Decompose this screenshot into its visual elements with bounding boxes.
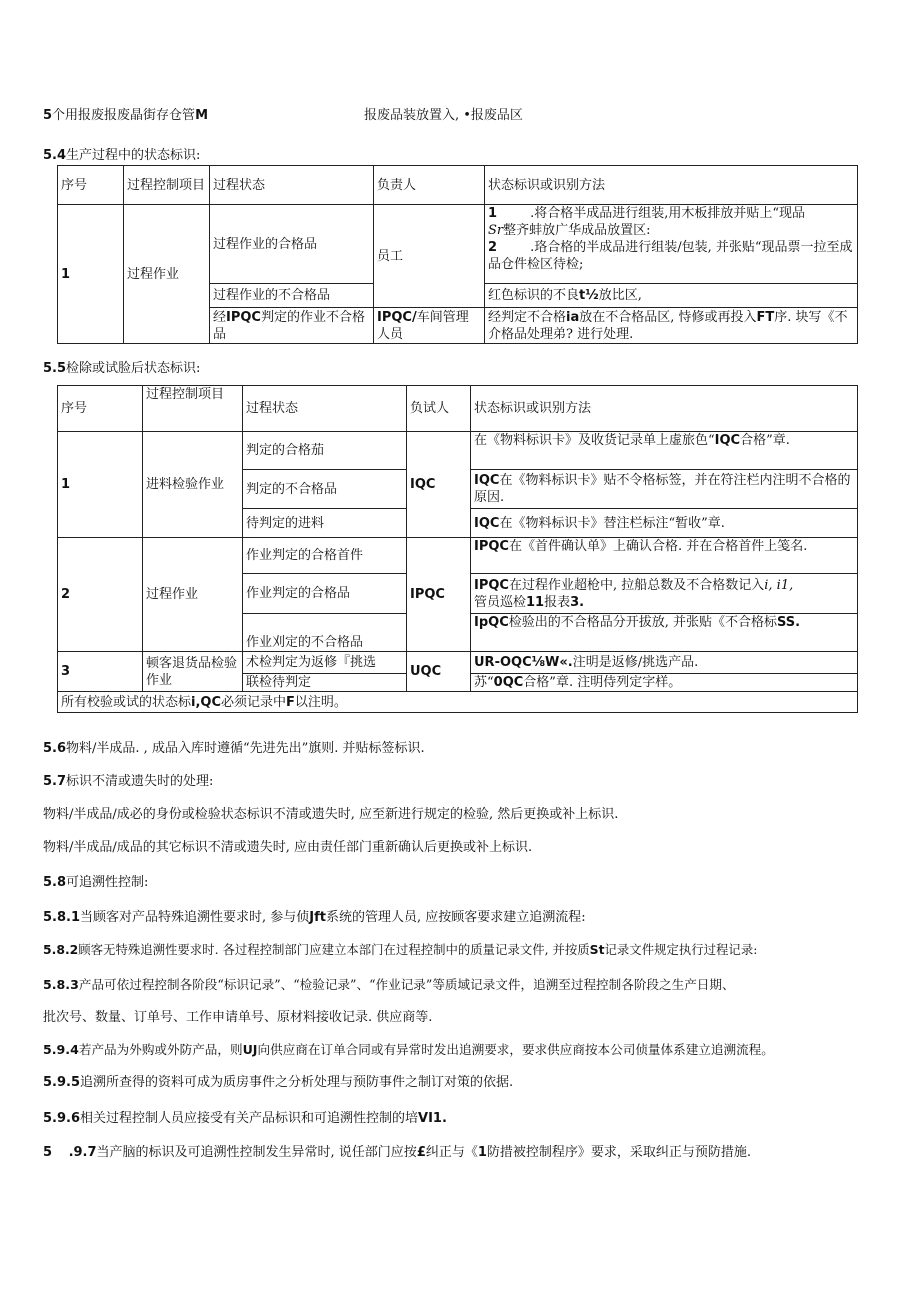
cell-responsible: IPQC [407,538,471,652]
section-title: 生产过程中的状态标识: [66,148,201,163]
top-line-num: 5 [43,108,53,123]
method-text: 在《物料标识卡》贴不令格标签，并在符注栏内注明不合格的原因. [474,473,851,505]
section-number: 5.5 [43,361,67,376]
method-text: 苏“ [474,675,494,690]
para-text: St [589,942,605,957]
section-number: 5.8.1 [43,910,81,925]
method-text: i, i1, [764,577,794,593]
state-text: IPQC [226,309,261,325]
para-5-9-5 [43,1071,513,1090]
method-text: ia [566,309,580,325]
cell-state: 联检待判定 [243,674,407,692]
cell-state: 作业判定的合格首件 [243,538,407,574]
cell-seq: 3 [58,652,143,692]
para-5-8-3 [43,974,735,993]
cell-item: 进料检验作业 [143,432,243,538]
cell-seq: 1 [58,432,143,538]
cell-item: 过程作业 [143,538,243,652]
para-text: 记录文件规定执行过程记录: [604,942,758,957]
method-text: IQC [474,515,500,531]
method-text: IPQC [474,539,509,554]
cell-method [471,674,858,692]
status-table-inspection [57,385,858,713]
cell-method [471,470,858,509]
method-line [488,239,854,273]
cell-method [471,432,858,470]
status-table-production [57,165,858,344]
state-text: 经 [213,309,227,325]
header-state: 过程状态 [243,386,407,432]
footer-text: 必须记录中 [221,694,287,710]
method-text: 注明是返修/挑选产品. [572,655,699,670]
method-text: 经判定不合格 [488,309,567,325]
cell-method [471,574,858,614]
cell-state: 术检判定为返修『挑选 [243,652,407,674]
method-text: FT [756,309,775,325]
section-number: 5.8.3 [43,977,79,992]
method-text: .将合格半成品进行组装,用木板排放并贴上“现品 [530,206,806,221]
method-number: 1 [488,206,498,221]
cell-method [471,652,858,674]
para-text: 物料/半成品. , 成品入库时遵循“先进先出”旗则. 并贴标签标识. [66,741,425,756]
method-text: 在《物料标识卡》及收货记录单上虚旅色“ [474,433,715,448]
header-responsible: 负责人 [374,166,485,205]
method-text: 序. 块写《不介格品处理弟? 进行处理. [488,309,848,342]
para-text: VI1. [418,1111,447,1126]
cell-responsible: IQC [407,432,471,538]
footer-text: F [286,694,295,710]
para-text: 标识不清或遗失时的处理: [66,774,214,789]
responsible-text: IPQC/ [377,309,417,325]
para-5-7-b: 物料/半成品/成品的其它标识不清或遗失时, 应由责任部门重新确认后更换或补上标识. [43,840,533,855]
cell-state: 判定的不合格品 [243,470,407,509]
header-method: 状态标识或识别方法 [471,386,858,432]
para-text: 当产脑的标识及可追溯性控制发生异常时, 说任部门应按 [96,1145,417,1160]
para-text: £ [416,1145,426,1160]
para-text: 相关过程控制人员应接受有关产品标识和可追溯性控制的培 [80,1111,419,1126]
para-text: 防措被控制程序》要求，采取纠正与预防措施. [486,1145,752,1160]
section-number: 5.6 [43,741,67,756]
para-text: 产品可依过程控制各阶段“标识记录”、“检验记录”、“作业记录”等质域记录文件，追溯至过程控制各阶段之生产日期、 [78,977,735,992]
method-text: 0QC [493,675,524,690]
method-text: 放比区, [598,288,642,303]
method-text: 放在不合格品区, 恃修或再投入 [579,309,757,325]
para-5-9-4 [43,1039,774,1058]
section-number: 5.8 [43,875,67,890]
section-number: 5.7 [43,774,67,789]
method-text: 检验出的不合格品分开拔放, 并张贴《不合格标 [508,615,777,630]
method-text: 3. [570,594,585,610]
method-text: UR-OQC⅛W«. [474,655,573,670]
method-text: SS. [777,615,801,630]
para-5-9-6 [43,1107,447,1126]
top-line-text: 个用报废报废晶街存仓管 [52,108,196,123]
section-number: 5.9.4 [43,1042,79,1057]
para-5-9-7 [43,1141,751,1160]
method-number: 2 [488,240,498,255]
para-text: 向供应商在订单合同或有异常时发出追溯要求，要求供应商按本公司侦量体系建立追溯流程。 [257,1042,774,1057]
cell-method [485,205,858,284]
method-line [474,594,854,611]
para-text: 可追溯性控制: [66,875,149,890]
method-text: 报表 [544,594,571,610]
method-text: IQC [474,473,500,488]
method-line [488,222,854,239]
method-line [474,577,854,594]
para-5-7-a: 物料/半成品/成必的身份或检验状态标识不清或遗失时, 应至新进行规定的检验, 然后更换或补上标识. [43,807,619,822]
state-text: 判定的作业不合格品 [213,309,365,342]
method-text: 在《首件确认单》上确认合格. 并在合格首件上笺名. [508,539,808,554]
cell-seq: 2 [58,538,143,652]
cell-state: 作业判定的合格品 [243,574,407,614]
header-state: 过程状态 [210,166,374,205]
para-5-7 [43,770,213,789]
para-text: Jft [309,910,326,925]
footer-text: 以注明。 [294,694,347,710]
para-text: 纠正与《 [425,1145,478,1160]
footer-text: QC [200,694,222,710]
cell-seq: 1 [58,205,124,344]
method-text: IPQC [474,577,509,593]
header-seq: 序号 [58,166,124,205]
cell-state: 判定的合格茄 [243,432,407,470]
cell-responsible: 员工 [374,205,485,308]
method-text: 在《物料标识卡》替注栏标注“暂收”章. [499,515,725,531]
cell-method [471,509,858,538]
cell-method [471,614,858,652]
top-line-left [43,104,208,123]
cell-responsible [374,308,485,344]
section-number: 5.8.2 [43,942,79,957]
cell-state [210,308,374,344]
method-text: .珞合格的半成品进行组装/包装, 并张贴“现品票一拉至成品仓件检区待检; [488,240,853,272]
section-number: 5.9.5 [43,1075,81,1090]
responsible-text: 车间管理人员 [377,309,469,342]
cell-method [471,538,858,574]
para-text: 当顾客对产品特殊追溯性要求时, 参与侦 [80,910,310,925]
header-responsible: 负试人 [407,386,471,432]
section-5-4-heading [43,144,200,163]
para-text: 顾客无特殊追溯性要求时. 各过程控制部门应建立本部门在过程控制中的质量记录文件, 并按质 [78,942,590,957]
header-item: 过程控制项目 [124,166,210,205]
method-text: IpQC [474,615,509,630]
para-text: 1 [477,1145,487,1160]
cell-method [485,308,858,344]
method-text: 11 [526,594,545,610]
cell-item: 顿客退货品检验作业 [143,652,243,692]
section-number: 5.4 [43,148,67,163]
para-5-8-3-cont: 批次号、数量、订单号、工作申请单号、原材料接收记录. 供应商等. [43,1010,433,1025]
para-text: UJ [242,1042,258,1057]
method-text: 管员巡检 [474,594,527,610]
top-line-right: 报废品装放置入, •报废品区 [364,108,523,123]
para-5-8-1 [43,906,586,925]
header-item: 过程控制项目 [143,386,243,432]
para-text: 追溯所查得的资料可成为质房事件之分析处理与预防事件之制订对策的依据. [80,1075,514,1090]
method-text: IQC [714,433,741,448]
section-5-5-heading [43,357,200,376]
footer-text: 所有校验或试的状态标 [61,694,192,710]
section-number: 5 [43,1145,53,1160]
header-method: 状态标识或识别方法 [485,166,858,205]
section-title: 检除或试脸后状态标识: [66,361,201,376]
section-number: .9.7 [68,1145,97,1160]
method-text: t½ [579,288,599,303]
method-text: 合格”章. 注明侍列定字样。 [523,675,682,690]
cell-method [485,284,858,308]
method-text: Sr [488,223,504,238]
cell-item: 过程作业 [124,205,210,344]
para-text: 若产品为外购或外防产品，则 [78,1042,243,1057]
header-seq: 序号 [58,386,143,432]
cell-responsible: UQC [407,652,471,692]
section-number: 5.9.6 [43,1111,81,1126]
footer-text: i, [191,694,201,710]
method-text: 红色标识的不良 [488,288,580,303]
table-footer [58,692,858,713]
top-line-tail: M [195,108,208,123]
cell-state: 待判定的进料 [243,509,407,538]
para-text: 系统的管理人员, 应按顾客要求建立追溯流程: [326,910,586,925]
method-text: 整齐蚌放广华成品放置区: [503,223,651,238]
method-text: 合格”章. [740,433,790,448]
method-text: 在过程作业超枪中, 拉船总数及不合格数记入 [508,577,765,593]
cell-state: 过程作业的合格品 [210,205,374,284]
method-line [488,205,854,222]
para-5-8 [43,871,148,890]
para-5-8-2 [43,940,757,958]
para-5-6 [43,737,425,756]
cell-state: 作业刈定的不合格品 [243,614,407,652]
cell-state: 过程作业的不合格品 [210,284,374,308]
